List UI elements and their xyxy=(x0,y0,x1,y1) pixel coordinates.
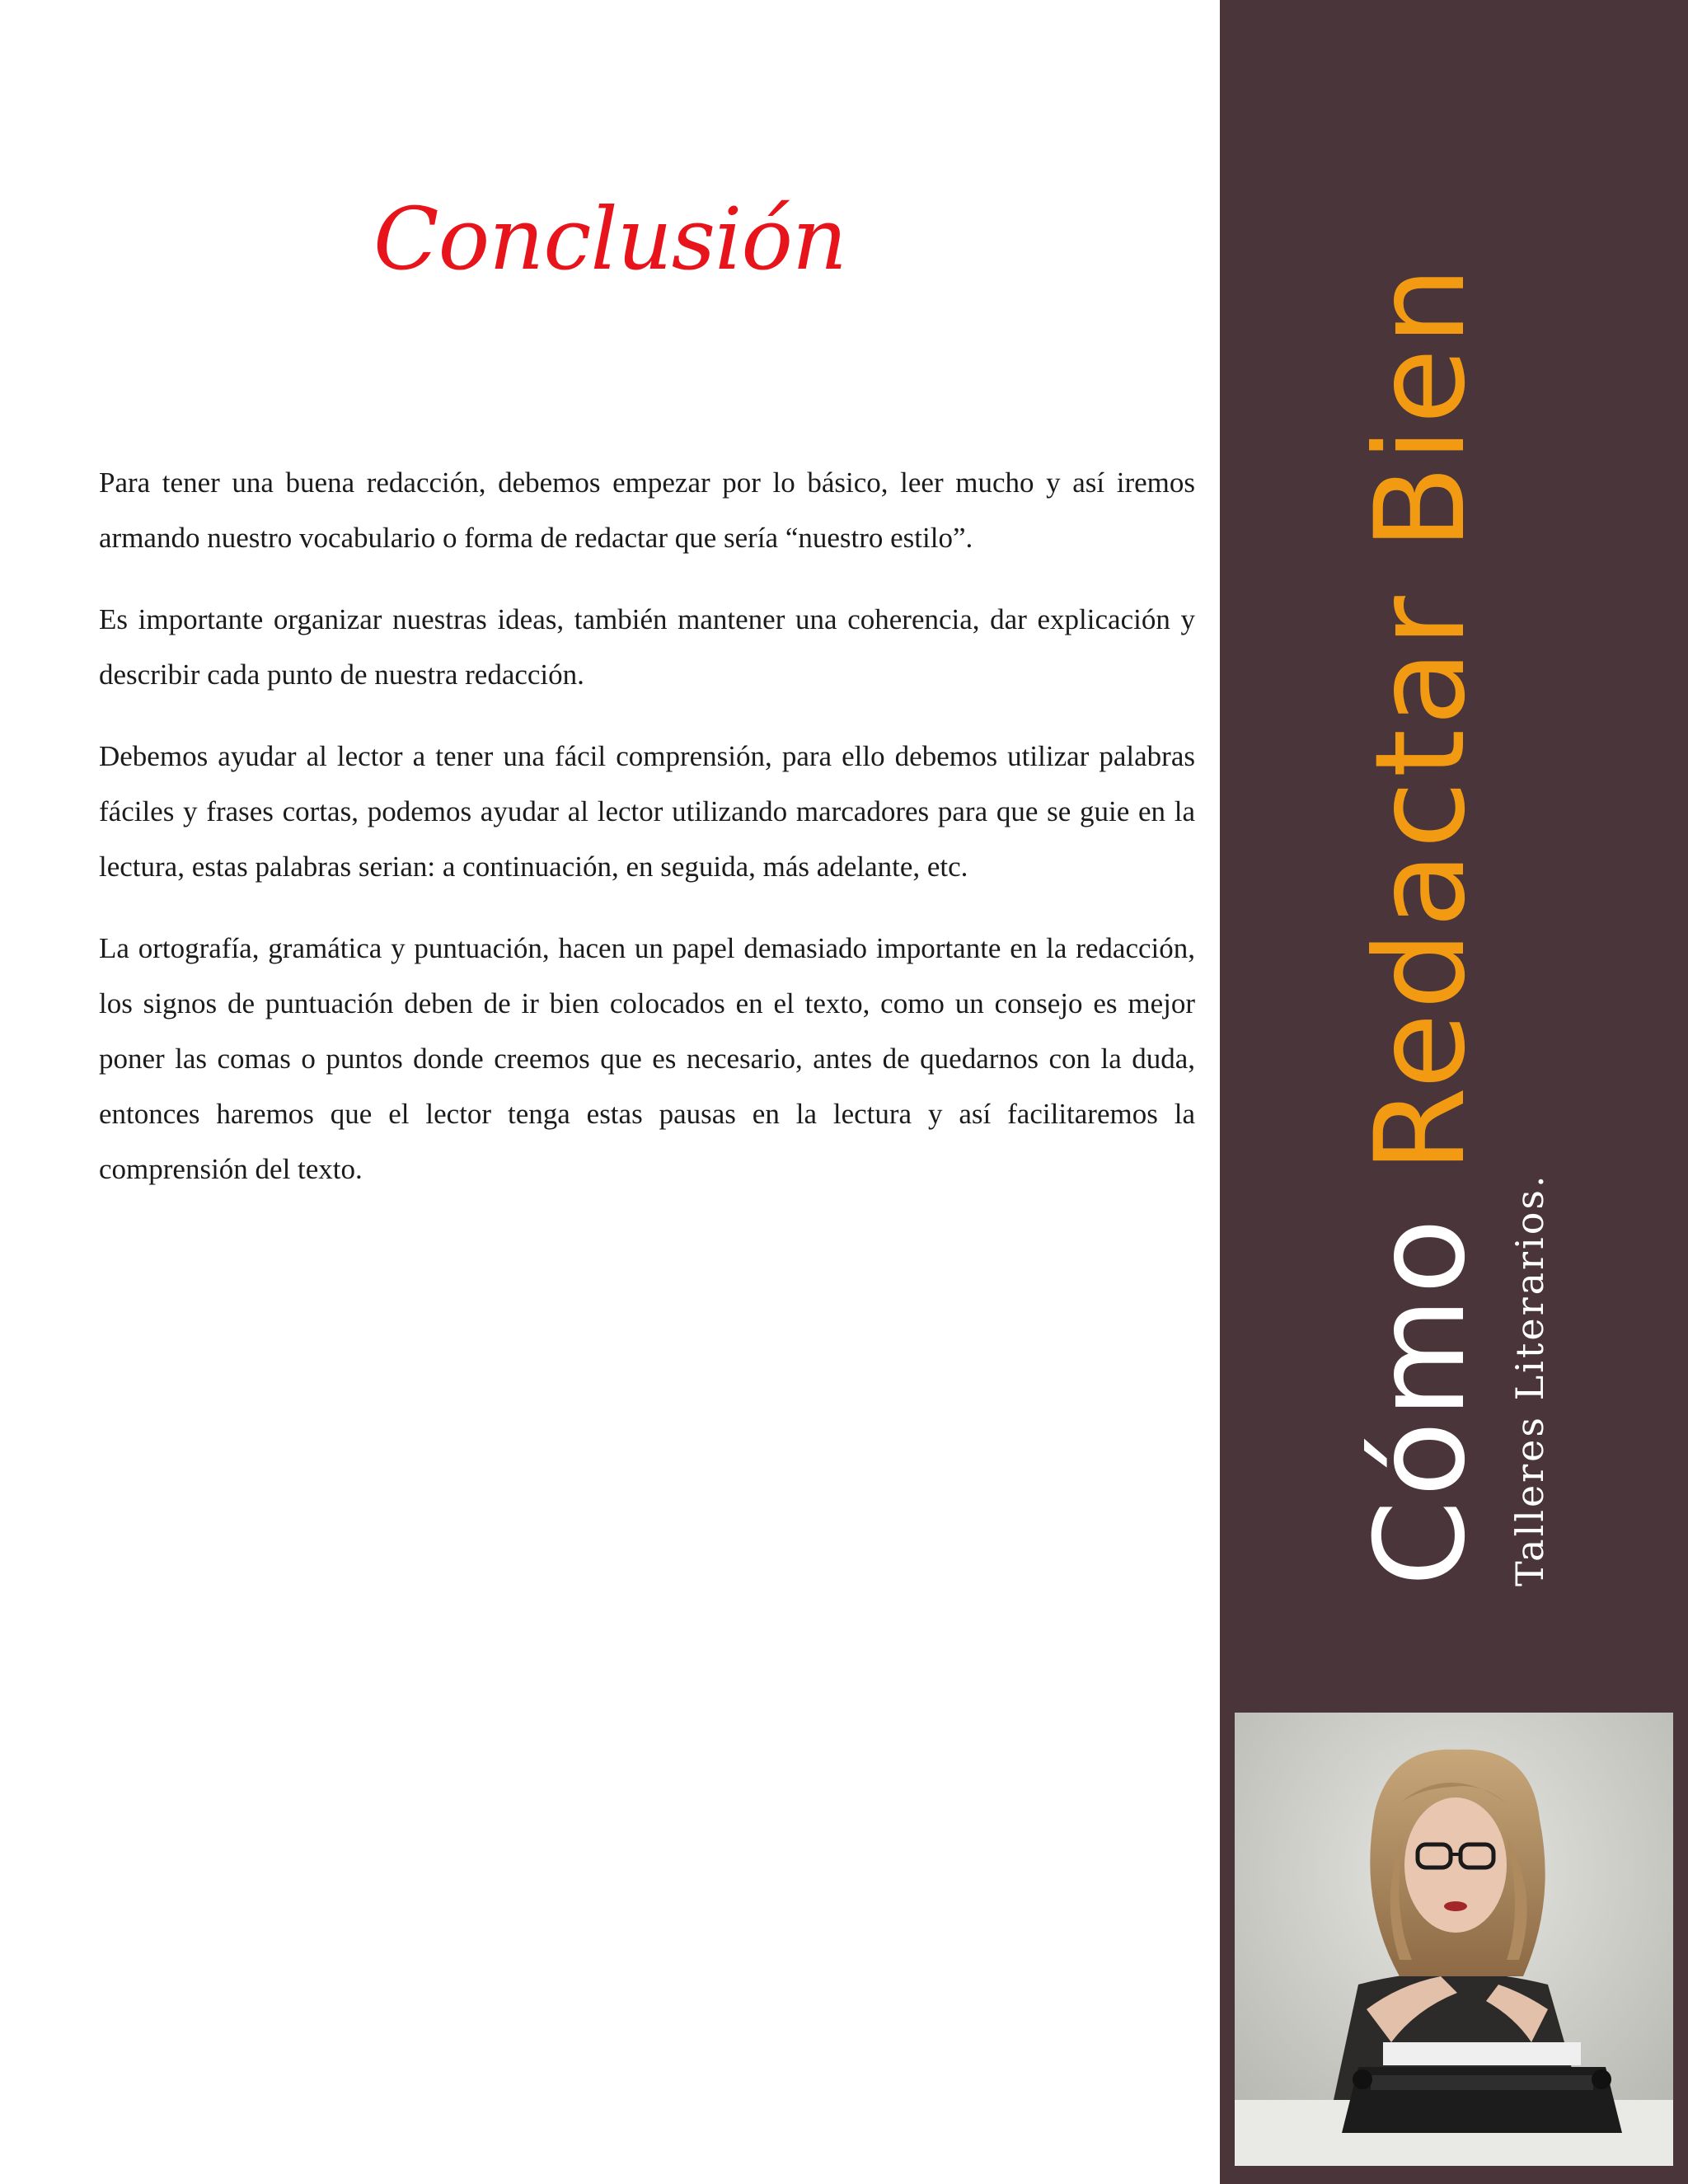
woman-typewriter-illustration xyxy=(1235,1713,1673,2166)
book-title-word1: Cómo xyxy=(1349,1215,1493,1586)
body-text xyxy=(99,455,1195,1223)
book-title xyxy=(1349,263,1493,1727)
book-title-word2: Redactar Bien xyxy=(1349,263,1493,1173)
cover-photo xyxy=(1235,1713,1673,2166)
paragraph-4: La ortografía, gramática y puntuación, hacen un papel demasiado importante en la redacción, los signos de puntuación deben de ir bien colocados en el texto, como un consejo es mejor poner las comas o puntos donde creemos que es necesario, antes de quedarnos con la duda, entonces haremos que el lector tenga estas pausas en la lectura y así facilitaremos la comprensión del texto. xyxy=(99,932,1195,1185)
book-subtitle: Talleres Literarios. xyxy=(1507,1173,1552,1586)
sidebar xyxy=(1220,0,1688,2184)
paragraph-2: Es importante organizar nuestras ideas, también mantener una coherencia, dar explicación y describir cada punto de nuestra redacción. xyxy=(99,603,1195,691)
paragraph-1: Para tener una buena redacción, debemos empezar por lo básico, leer mucho y así iremos armando nuestro vocabulario o forma de redactar que sería “nuestro estilo”. xyxy=(99,466,1195,554)
page-title: Conclusión xyxy=(373,189,846,289)
paragraph-3: Debemos ayudar al lector a tener una fácil comprensión, para ello debemos utilizar palabras fáciles y frases cortas, podemos ayudar al lector utilizando marcadores para que se guie en la lectura, estas palabras serian: a continuación, en seguida, más adelante, etc. xyxy=(99,740,1195,883)
